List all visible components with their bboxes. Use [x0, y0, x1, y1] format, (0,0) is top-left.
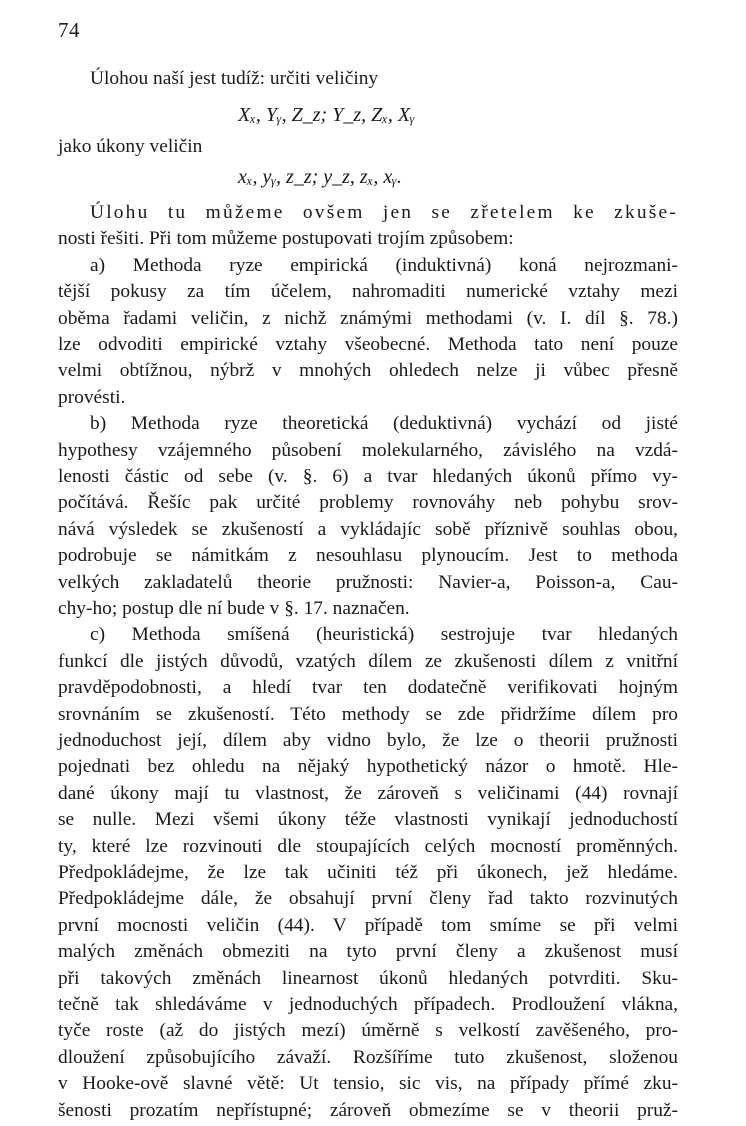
text-line: tější pokusy za tím účelem, nahromaditi numerické vztahy mezi: [58, 281, 678, 303]
text-line: nává výsledek se zkušeností a vykládajíc sobě příznivě souhlas obou,: [58, 518, 678, 540]
text-line: první mocnosti veličin (44). V případě tom smíme se při velmi: [58, 914, 678, 936]
text-line: šenosti prozatím nepřístupné; zároveň obmezíme se v theorii pruž-: [58, 1099, 678, 1121]
text-line: počítává. Řešíc pak určité problemy rovnováhy neb pohybu srov-: [58, 492, 678, 514]
text-line: Předpokládejme dále, že obsahují první členy řad takto rozvinutých: [58, 888, 678, 910]
text-line: chy-ho; postup dle ní bude v §. 17. naznačen.: [58, 598, 410, 619]
text-line: srovnáním se zkušeností. Této methody se zde přidržíme dílem pro: [58, 703, 678, 725]
text-line: velmi obtížnou, nýbrž v mnohých ohledech nelze ji vůbec přesně: [58, 360, 678, 382]
text-line: jednoduchost její, dílem aby vidno bylo, že lze o theorii pružnosti: [58, 730, 678, 751]
text-line: Předpokládejme, že lze tak učiniti též při úkonech, jež hledáme.: [58, 862, 678, 883]
text-line: lze odvoditi empirické vztahy všeobecné. Methoda tato není pouze: [58, 334, 678, 355]
text-line: velkých zakladatelů theorie pružnosti: Navier-a, Poisson-a, Cau-: [58, 571, 678, 593]
text-line: nosti řešiti. Při tom můžeme postupovati trojím způsobem:: [58, 228, 514, 250]
text-line: dané úkony mají tu vlastnost, že zároveň s veličinami (44) rovnají: [58, 782, 678, 804]
text-line: funkcí dle jistých důvodů, vzatých dílem ze zkušenosti dílem z vnitřní: [58, 650, 678, 672]
text-line: při takových změnách linearnost úkonů hledaných potvrditi. Sku-: [58, 967, 678, 989]
text-line: se nulle. Mezi všemi úkony téže vlastnosti vynikají jednoduchostí: [58, 809, 678, 831]
page-number: 74: [58, 18, 80, 42]
text-line: c) Methoda smíšená (heuristická) sestrojuje tvar hledaných: [90, 624, 678, 646]
text-line: v Hooke-ově slavné větě: Ut tensio, sic vis, na případy přímé zku-: [58, 1073, 678, 1095]
text-line: tyče roste (až do jistých mezí) úměrně s velkostí zavěšeného, pro-: [58, 1020, 678, 1042]
text-line: provésti.: [58, 386, 126, 408]
text-line: dloužení způsobujícího závaží. Rozšíříme tuto zkušenost, složenou: [58, 1046, 678, 1068]
jako-line: jako úkony veličin: [58, 136, 203, 157]
text-line: b) Methoda ryze theoretická (deduktivná) vychází od jisté: [90, 413, 678, 435]
text-line: malých změnách obmeziti na tyto první členy a zkušenost musí: [58, 941, 678, 963]
formula-capitals: Xₓ, Yᵧ, Z_z; Y_z, Zₓ, Xᵧ: [238, 104, 415, 126]
text-line: pravděpodobnosti, a hledí tvar ten dodatečně verifikovati hojným: [58, 677, 678, 699]
text-line: hypothesy vzájemného působení molekularného, závislého na vzdá-: [58, 439, 678, 461]
formula-lower: xₓ, yᵧ, z_z; y_z, zₓ, xᵧ.: [238, 166, 402, 188]
intro-line: Úlohou naší jest tudíž: určiti veličiny: [90, 68, 379, 89]
text-line: podrobuje se námitkám z nesouhlasu plynoucím. Jest to methoda: [58, 545, 678, 567]
text-line: pojednati bez ohledu na nějaký hypothetický názor o hmotě. Hle-: [58, 756, 678, 778]
text-line: Úlohu tu můžeme ovšem jen se zřetelem ke zkuše-: [90, 202, 678, 223]
text-line: oběma řadami veličin, z nichž známými methodami (v. I. díl §. 78.): [58, 307, 678, 329]
text-line: tečně tak shledáváme v jednoduchých případech. Prodloužení vlákna,: [58, 994, 678, 1015]
text-line: a) Methoda ryze empirická (induktivná) koná nejrozmani-: [90, 254, 678, 276]
text-line: ty, které lze rozvinouti dle stoupajících celých mocností proměnných.: [58, 835, 678, 857]
text-line: lenosti částic od sebe (v. §. 6) a tvar hledaných úkonů přímo vy-: [58, 466, 678, 487]
